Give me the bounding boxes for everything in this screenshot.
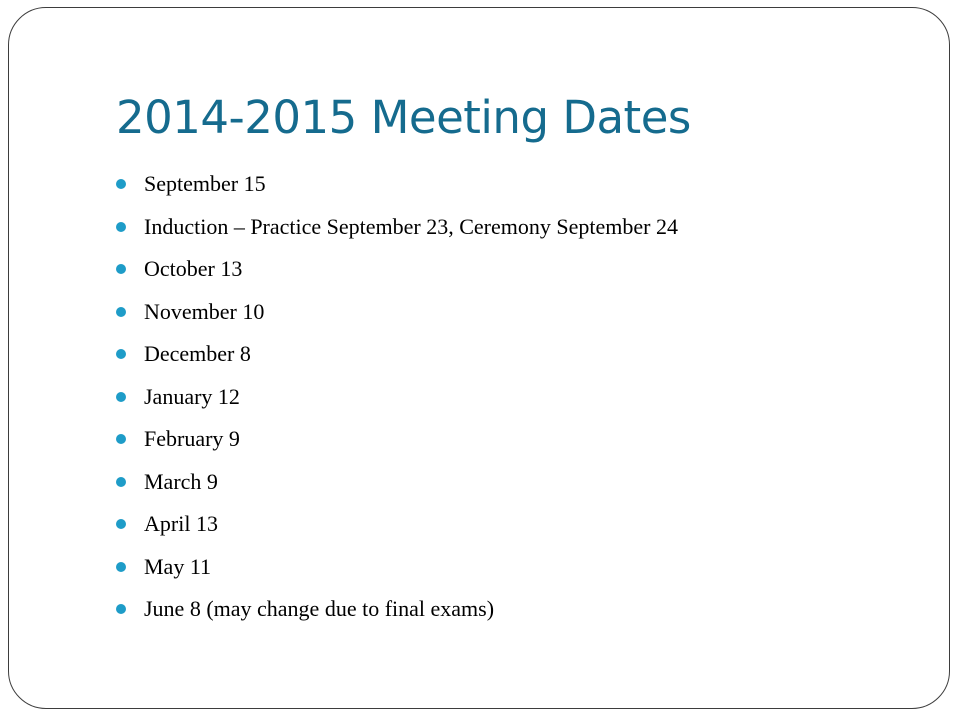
bullet-icon <box>116 519 126 529</box>
bullet-icon <box>116 264 126 274</box>
meeting-dates-list <box>116 163 678 631</box>
list-item <box>116 163 678 206</box>
slide-frame <box>8 7 950 709</box>
list-item-text: May 11 <box>144 553 212 579</box>
slide-title: 2014-2015 Meeting Dates <box>116 91 691 144</box>
bullet-icon <box>116 477 126 487</box>
list-item <box>116 291 678 334</box>
bullet-icon <box>116 179 126 189</box>
list-item <box>116 503 678 546</box>
list-item-text: Induction – Practice September 23, Ceremony September 24 <box>144 213 678 239</box>
list-item-text: March 9 <box>144 468 218 494</box>
list-item-text: April 13 <box>144 511 218 536</box>
list-item <box>116 376 678 419</box>
bullet-icon <box>116 434 126 444</box>
bullet-icon <box>116 349 126 359</box>
list-item <box>116 206 678 249</box>
bullet-icon <box>116 392 126 402</box>
list-item-text: January 12 <box>144 383 240 409</box>
list-item <box>116 546 678 589</box>
bullet-icon <box>116 562 126 572</box>
list-item <box>116 248 678 291</box>
list-item <box>116 588 678 631</box>
bullet-icon <box>116 604 126 614</box>
list-item-text: December 8 <box>144 341 251 366</box>
list-item-text: November 10 <box>144 298 265 324</box>
bullet-icon <box>116 222 126 232</box>
list-item-text: September 15 <box>144 171 266 196</box>
list-item-text: October 13 <box>144 256 243 281</box>
list-item <box>116 461 678 504</box>
list-item-text: June 8 (may change due to final exams) <box>144 596 495 621</box>
list-item <box>116 418 678 461</box>
list-item-text: February 9 <box>144 426 240 451</box>
bullet-icon <box>116 307 126 317</box>
list-item <box>116 333 678 376</box>
